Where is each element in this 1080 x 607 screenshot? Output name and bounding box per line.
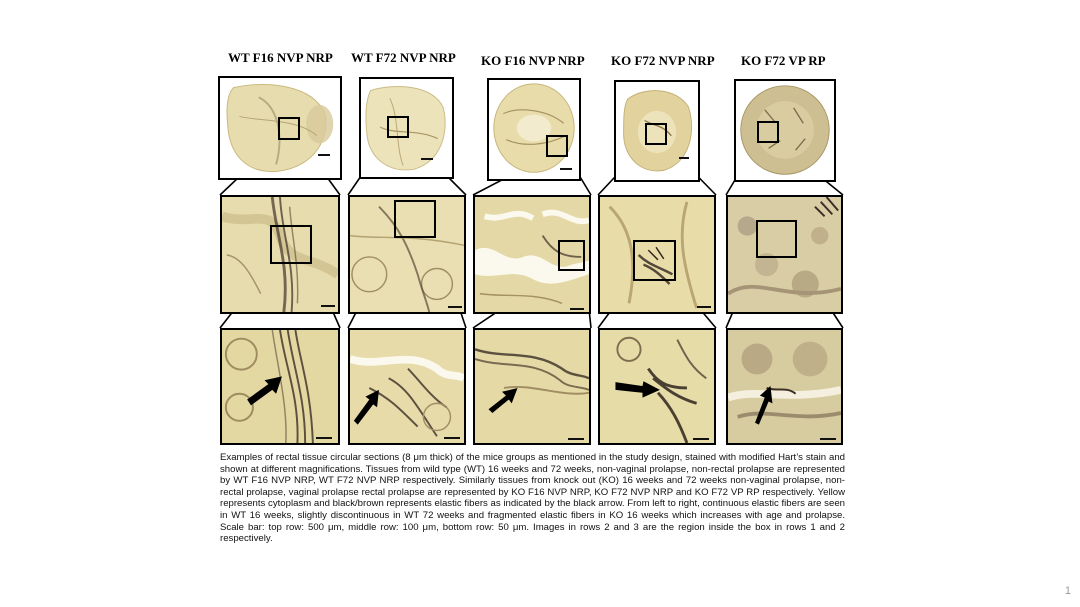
zoom-box-wt-f72-row1: [387, 116, 409, 138]
tile-wt-f16-row3: [220, 328, 340, 445]
column-title-wt-f16: WT F16 NVP NRP: [228, 50, 333, 65]
tile-wt-f72-row3: [348, 328, 466, 445]
tile-ko-f72-nvp-row3: [598, 328, 716, 445]
column-title-ko-f72-nvp: KO F72 NVP NRP: [611, 53, 715, 68]
scale-bar: [570, 308, 584, 310]
scale-bar: [316, 437, 332, 439]
tile-ko-f72-vp-row1: [734, 79, 836, 182]
zoom-box-ko-f72-nvp-row1: [645, 123, 667, 145]
scale-bar: [568, 438, 584, 440]
zoom-box-ko-f72-nvp-row2: [633, 240, 676, 281]
scale-bar: [693, 438, 709, 440]
zoom-box-wt-f16-row2: [270, 225, 312, 264]
scale-bar: [560, 168, 572, 170]
scale-bar: [421, 158, 433, 160]
column-title-wt-f72: WT F72 NVP NRP: [351, 50, 456, 65]
scale-bar: [697, 306, 711, 308]
tile-ko-f16-row3: [473, 328, 591, 445]
zoom-box-wt-f16-row1: [278, 117, 300, 140]
column-title-ko-f16: KO F16 NVP NRP: [481, 53, 585, 68]
scale-bar: [679, 157, 689, 159]
scale-bar: [321, 305, 335, 307]
tile-ko-f16-row1: [487, 78, 581, 181]
tile-ko-f72-vp-row3: [726, 328, 843, 445]
column-title-ko-f72-vp: KO F72 VP RP: [741, 53, 826, 68]
zoom-box-ko-f72-vp-row2: [756, 220, 797, 258]
zoom-box-wt-f72-row2: [394, 200, 436, 238]
scale-bar: [448, 306, 462, 308]
scale-bar: [318, 154, 330, 156]
scale-bar: [444, 437, 460, 439]
figure-caption: Examples of rectal tissue circular sections (8 μm thick) of the mice groups as mentioned in the study design, stained with modified Hart’s stain and shown at different magnifications. Tissues from wild type (WT) 16 weeks and 72 weeks, non-vaginal prolapse, non-rectal prolapse are represented by WT F16 NVP NRP, WT F72 NVP NRP respectively. Similarly tissues from knock out (KO) 16 weeks and 72 weeks non-vaginal prolapse, non-rectal prolapse, vaginal prolapse rectal prolapse are represented by KO F16 NVP NRP, KO F72 NVP NRP and KO F72 VP RP respectively. Yellow represents cytoplasm and black/brown represents elastic fibers as indicated by the black arrow. From left to right, continuous elastic fibers are seen in WT 16 weeks, slightly discontinuous in WT 72 weeks and fragmented elastic fibers in KO 16 weeks which increases with age and prolapse. Scale bar: top row: 500 μm, middle row: 100 μm, bottom row: 50 μm. Images in rows 2 and 3 are the region inside the box in rows 1 and 2 respectively.: [220, 452, 845, 545]
slide-page-number: 1: [1064, 585, 1071, 597]
zoom-box-ko-f16-row1: [546, 135, 568, 157]
zoom-box-ko-f16-row2: [558, 240, 585, 271]
zoom-box-ko-f72-vp-row1: [757, 121, 779, 143]
scale-bar: [820, 438, 836, 440]
